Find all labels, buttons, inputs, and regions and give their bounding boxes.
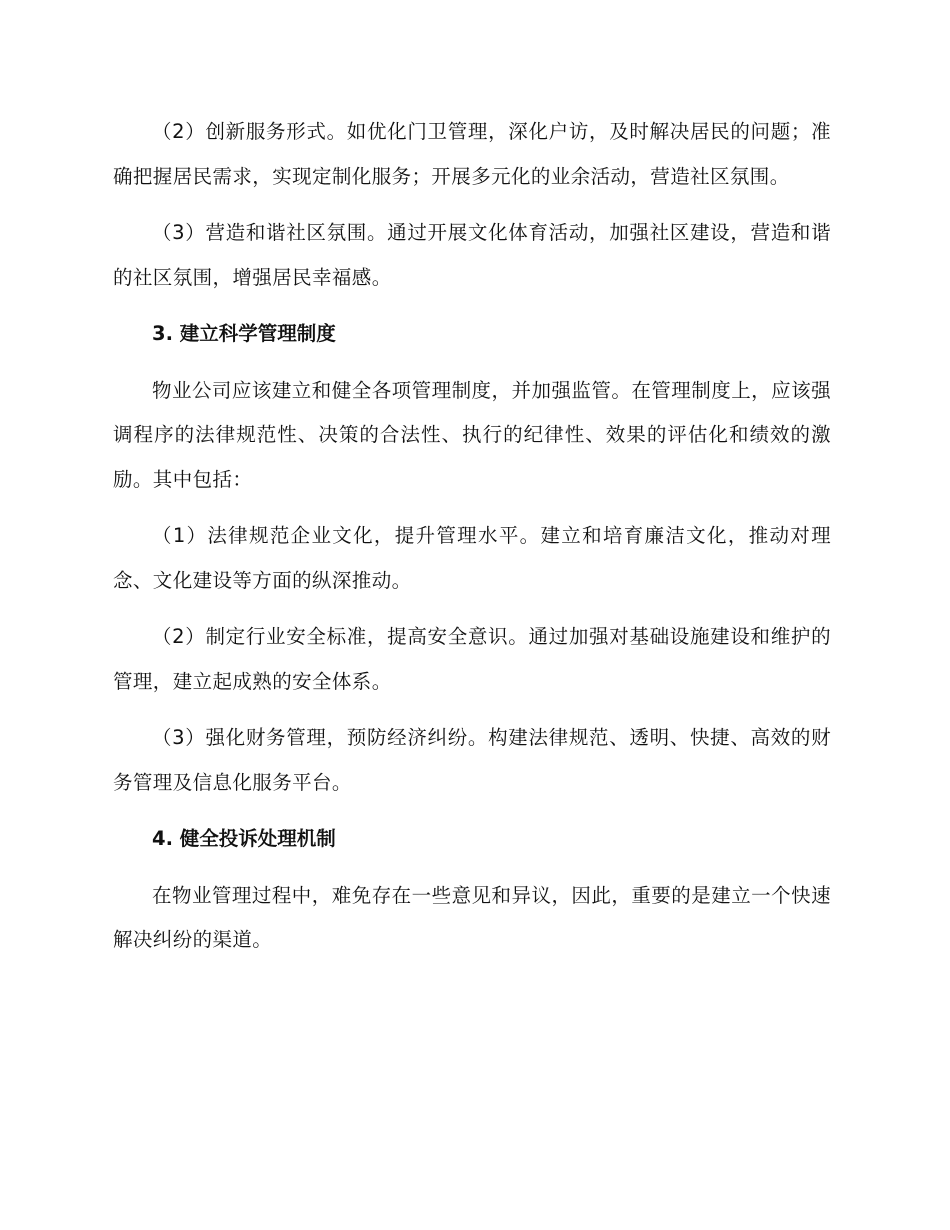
paragraph-corporate-culture: （1）法律规范企业文化，提升管理水平。建立和培育廉洁文化，推动对理念、文化建设等方面的纵深推动。 — [113, 524, 831, 592]
paragraph-service-form: （2）创新服务形式。如优化门卫管理，深化户访，及时解决居民的问题；准确把握居民需求，实现定制化服务；开展多元化的业余活动，营造社区氛围。 — [113, 120, 831, 188]
paragraph-financial-management: （3）强化财务管理，预防经济纠纷。构建法律规范、透明、快捷、高效的财务管理及信息化服务平台。 — [113, 726, 831, 794]
document-page — [113, 110, 831, 975]
paragraph-complaint-channel: 在物业管理过程中，难免存在一些意见和异议，因此，重要的是建立一个快速解决纠纷的渠道。 — [113, 883, 831, 951]
paragraph-safety-standards: （2）制定行业安全标准，提高安全意识。通过加强对基础设施建设和维护的管理，建立起成熟的安全体系。 — [113, 625, 831, 693]
paragraph-management-system-intro: 物业公司应该建立和健全各项管理制度，并加强监管。在管理制度上，应该强调程序的法律规范性、决策的合法性、执行的纪律性、效果的评估化和绩效的激励。其中包括： — [113, 378, 831, 491]
section-heading-complaint-handling: 4. 健全投诉处理机制 — [152, 827, 336, 850]
section-heading-management-system: 3. 建立科学管理制度 — [152, 322, 336, 345]
paragraph-harmonious-community: （3）营造和谐社区氛围。通过开展文化体育活动，加强社区建设，营造和谐的社区氛围，增强居民幸福感。 — [113, 221, 831, 289]
